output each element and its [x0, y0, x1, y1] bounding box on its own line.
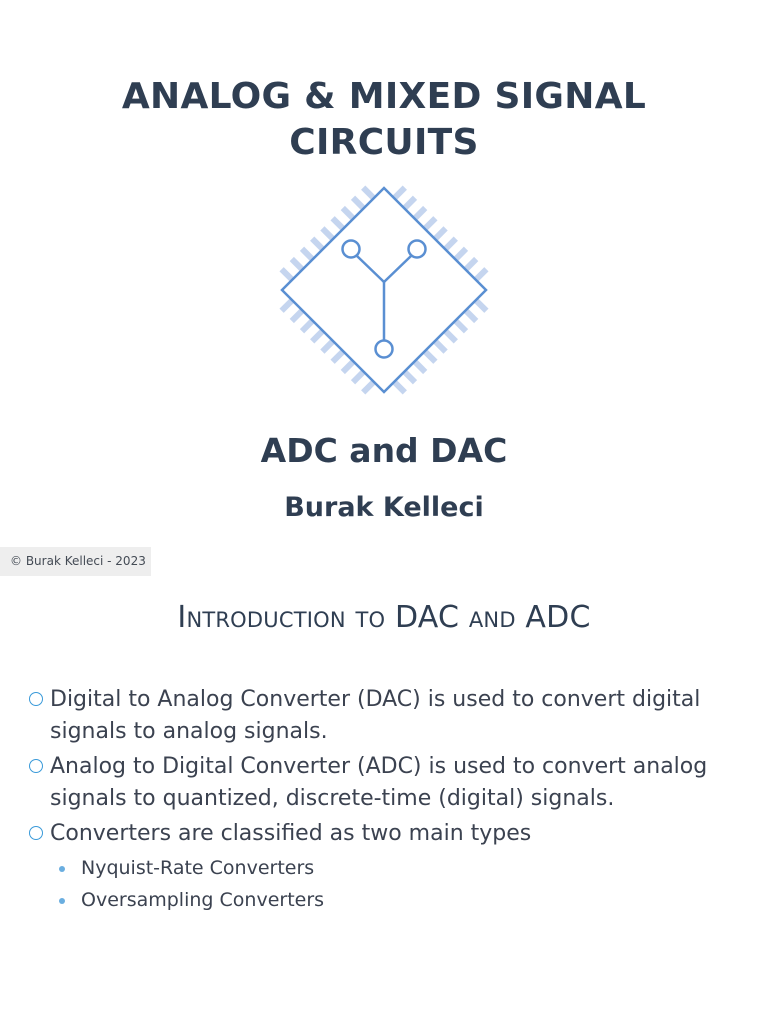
sub-bullet-text: Nyquist-Rate Converters [81, 857, 315, 879]
bullet-text: Digital to Analog Converter (DAC) is used to convert digital signals to analog signals. [50, 687, 701, 744]
section-title: Introduction to DAC and ADC [177, 600, 591, 635]
chip-circuit-icon [270, 176, 498, 404]
slide-subtitle: ADC and DAC [260, 431, 508, 470]
sub-bullet-list [50, 852, 748, 916]
sub-bullet-item [50, 852, 748, 884]
bullet-item [28, 684, 748, 748]
ring-bullet-icon [29, 692, 43, 706]
course-title [0, 74, 768, 166]
bullet-item [28, 751, 748, 815]
sub-bullet-item [50, 884, 748, 916]
bullet-list [28, 684, 748, 919]
author-name: Burak Kelleci [284, 492, 484, 523]
bullet-text: Converters are classified as two main types [50, 821, 532, 846]
ring-bullet-icon [29, 826, 43, 840]
dot-bullet-icon [59, 866, 65, 872]
course-title-line-1: ANALOG & MIXED SIGNAL [121, 76, 647, 117]
bullet-item [28, 818, 748, 916]
copyright-notice: © Burak Kelleci - 2023 [0, 547, 151, 576]
course-title-line-2: CIRCUITS [289, 122, 479, 163]
bullet-text: Analog to Digital Converter (ADC) is used to convert analog signals to quantized, discrete-time (digital) signals. [50, 754, 708, 811]
sub-bullet-text: Oversampling Converters [81, 889, 325, 911]
ring-bullet-icon [29, 759, 43, 773]
dot-bullet-icon [59, 898, 65, 904]
